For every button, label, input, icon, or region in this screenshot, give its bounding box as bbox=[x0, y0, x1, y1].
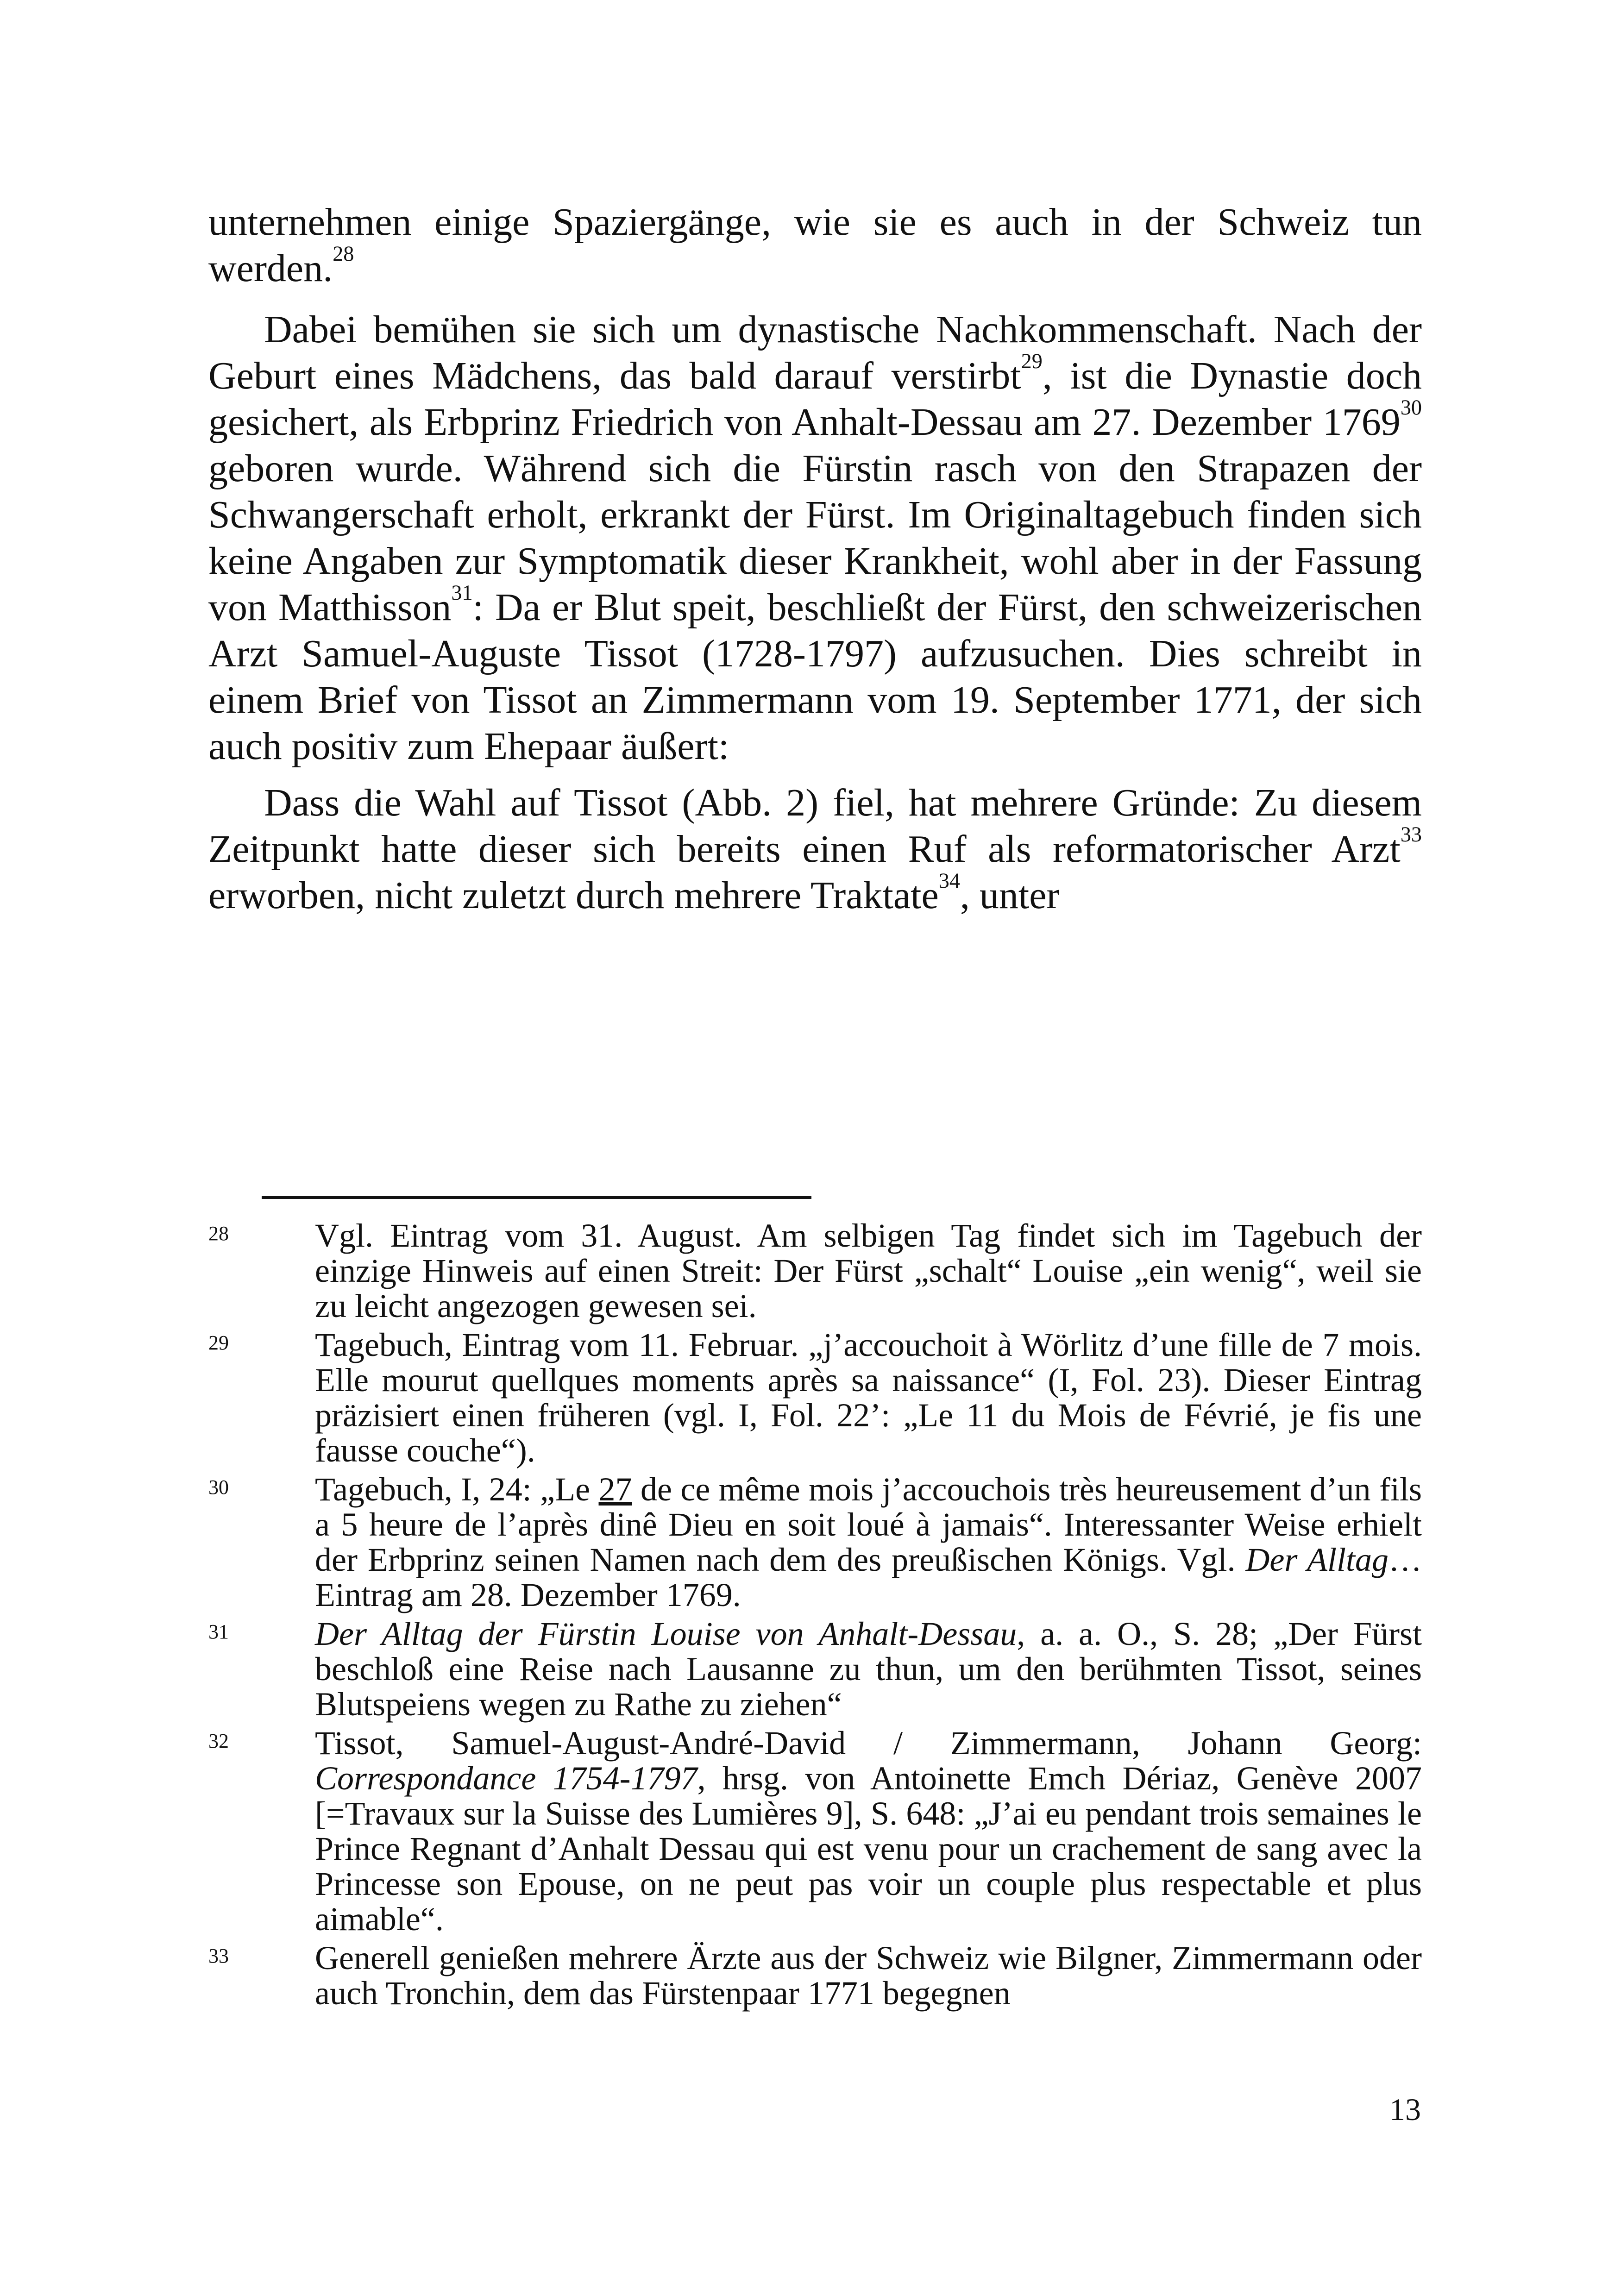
footnote-separator bbox=[262, 1196, 811, 1199]
footnote-ref-31[interactable]: 31 bbox=[451, 581, 473, 605]
footnote-text-a: , a. a. O., S. 28; „Der Fürst beschloß eine Reise nach Lausanne zu thun, um den berühmten Tissot, seines Blutspeiens wegen zu Rathe zu ziehen“ bbox=[315, 1615, 1422, 1723]
footnote-text bbox=[315, 1472, 1422, 1612]
footnote-ref-30[interactable]: 30 bbox=[1400, 395, 1422, 420]
paragraph-3-text-b: erworben, nicht zuletzt durch mehrere Traktate bbox=[208, 874, 939, 917]
footnote-32 bbox=[208, 1725, 1422, 1937]
footnote-number: 31 bbox=[208, 1620, 229, 1643]
footnote-text: Tagebuch, Eintrag vom 11. Februar. „j’accouchoit à Wörlitz d’une fille de 7 mois. Elle mourut quellques moments après sa naissance“ (I, Fol. 23). Dieser Eintrag präzisiert einen früheren (vgl. I, Fol. 22’: „Le 11 du Mois de Févrié, je fis une fausse couche“). bbox=[315, 1326, 1422, 1469]
footnote-30 bbox=[208, 1472, 1422, 1612]
footnote-number: 32 bbox=[208, 1730, 229, 1752]
footnote-number: 33 bbox=[208, 1945, 229, 1967]
paragraph-2-text-a: Dabei bemühen sie sich um dynastische Nachkommenschaft. Nach der Geburt eines Mädchens, das bald darauf verstirbt bbox=[208, 308, 1422, 397]
footnote-ref-33[interactable]: 33 bbox=[1400, 822, 1422, 847]
book-title: Der Alltag bbox=[1245, 1541, 1389, 1578]
book-title: Der Alltag der Fürstin Louise von Anhalt-Dessau bbox=[315, 1615, 1017, 1652]
paragraph-2 bbox=[208, 307, 1422, 770]
footnote-text-c: …Eintrag am 28. Dezember 1769. bbox=[315, 1541, 1422, 1613]
main-text bbox=[208, 199, 1422, 919]
paragraph-3 bbox=[208, 780, 1422, 919]
footnote-text-b: de ce même mois j’accouchois très heureusement d’un fils a 5 heure de l’après dinê Dieu en soit loué à jamais“. Interessanter Weise erhielt der Erbprinz seinen Namen nach dem des preußischen Königs. Vgl. bbox=[315, 1471, 1422, 1578]
footnotes bbox=[208, 1218, 1422, 2014]
footnote-ref-34[interactable]: 34 bbox=[938, 869, 960, 893]
footnote-31 bbox=[208, 1616, 1422, 1722]
page-number: 13 bbox=[1389, 2092, 1421, 2127]
footnote-number: 29 bbox=[208, 1331, 229, 1354]
paragraph-3-text-c: , unter bbox=[960, 874, 1060, 917]
paragraph-1-text: unternehmen einige Spaziergänge, wie sie es auch in der Schweiz tun werden. bbox=[208, 201, 1422, 290]
footnote-text: Generell genießen mehrere Ärzte aus der Schweiz wie Bilgner, Zimmermann oder auch Tronchin, dem das Fürstenpaar 1771 begegnen bbox=[315, 1939, 1422, 2012]
footnote-33 bbox=[208, 1940, 1422, 2011]
footnote-29 bbox=[208, 1327, 1422, 1468]
paragraph-1 bbox=[208, 199, 1422, 292]
footnote-number: 30 bbox=[208, 1476, 229, 1499]
paragraph-2-text-c: geboren wurde. Während sich die Fürstin rasch von den Strapazen der Schwangerschaft erholt, erkrankt der Fürst. Im Originaltagebuch finden sich keine Angaben zur Symptomatik dieser Krankheit, wohl aber in der Fassung von Matthisson bbox=[208, 447, 1422, 629]
underlined-date: 27 bbox=[598, 1471, 632, 1508]
footnote-text: Vgl. Eintrag vom 31. August. Am selbigen Tag findet sich im Tagebuch der einzige Hinweis auf einen Streit: Der Fürst „schalt“ Louise „ein wenig“, weil sie zu leicht angezogen gewesen sei. bbox=[315, 1217, 1422, 1324]
footnote-text bbox=[315, 1616, 1422, 1722]
footnote-ref-28[interactable]: 28 bbox=[333, 242, 354, 266]
paragraph-3-text-a: Dass die Wahl auf Tissot (Abb. 2) fiel, hat mehrere Gründe: Zu diesem Zeitpunkt hatte dieser sich bereits einen Ruf als reformatorischer Arzt bbox=[208, 781, 1422, 871]
footnote-text bbox=[315, 1725, 1422, 1937]
footnote-text-a: Tagebuch, I, 24: „Le bbox=[315, 1471, 599, 1508]
footnote-text-a: Tissot, Samuel-August-André-David / Zimmermann, Johann Georg: bbox=[315, 1725, 1422, 1762]
paragraph-2-text-b: , ist die Dynastie doch gesichert, als Erbprinz Friedrich von Anhalt-Dessau am 27. Dezember 1769 bbox=[208, 354, 1422, 444]
footnote-28 bbox=[208, 1218, 1422, 1324]
footnote-ref-29[interactable]: 29 bbox=[1021, 349, 1043, 373]
footnote-number: 28 bbox=[208, 1222, 229, 1245]
footnote-text-b: , hrsg. von Antoinette Emch Dériaz, Genève 2007 [=Travaux sur la Suisse des Lumières 9], S. 648: „J’ai eu pendant trois semaines le Prince Regnant d’Anhalt Dessau qui est venu pour un crachement de sang avec la Princesse son Epouse, on ne peut pas voir un couple plus respectable et plus aimable“. bbox=[315, 1760, 1422, 1938]
book-title: Correspondance 1754-1797 bbox=[315, 1760, 697, 1797]
paragraph-2-text-d: : Da er Blut speit, beschließt der Fürst, den schweizerischen Arzt Samuel-Auguste Tissot (1728-1797) aufzusuchen. Dies schreibt in einem Brief von Tissot an Zimmermann vom 19. September 1771, der sich auch positiv zum Ehepaar äußert: bbox=[208, 586, 1422, 768]
